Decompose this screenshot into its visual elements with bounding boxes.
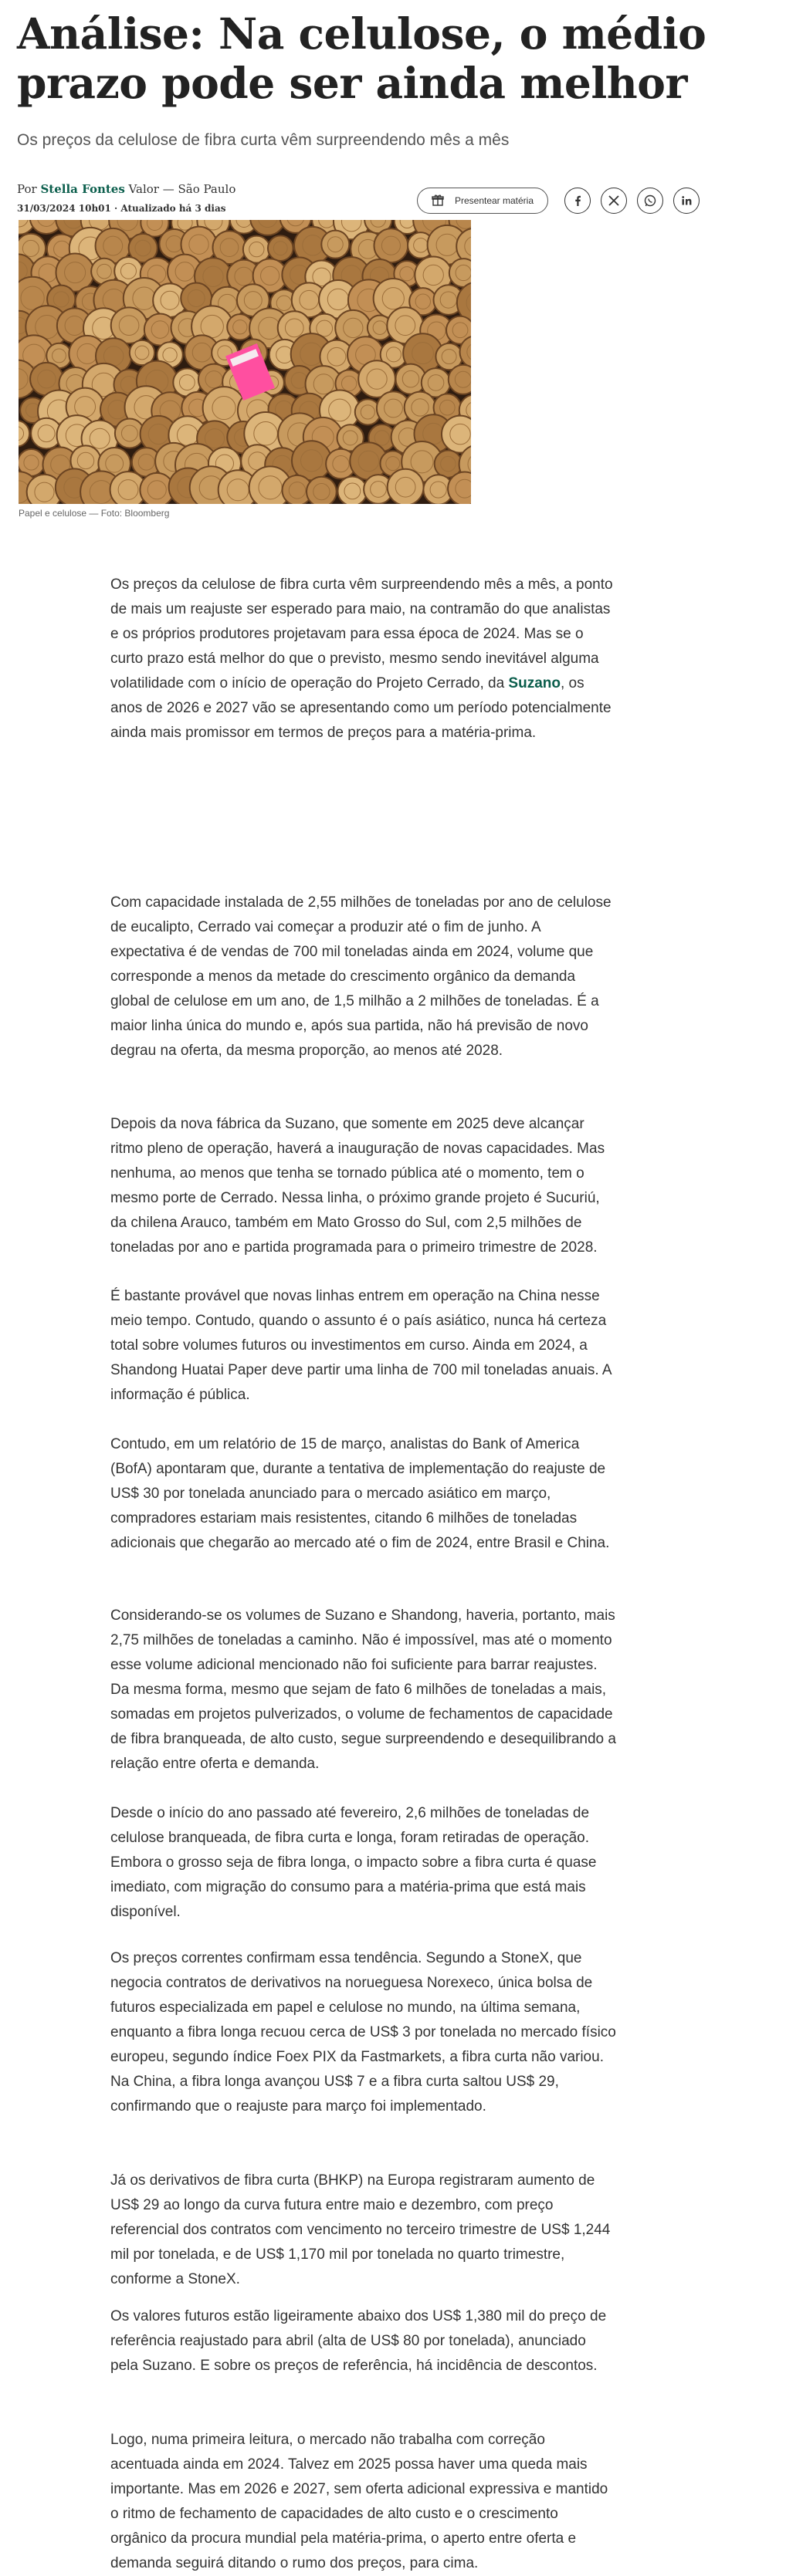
article-paragraph: Com capacidade instalada de 2,55 milhões de toneladas por ano de celulose de eucalipto, Cerrado vai começar a produzir até o fim de junho. A expectativa é de vendas de 700 mil toneladas ainda em 2024, volume que corresponde a menos da metade do crescimento orgânico da demanda global de celulose em um ano, de 1,5 milhão a 2 milhões de toneladas. É a maior linha única do mundo e, após sua partida, não há previsão de novo degrau na oferta, da mesma proporção, ao menos até 2028. bbox=[110, 894, 612, 1059]
article-paragraph bbox=[110, 573, 616, 745]
article-photo bbox=[19, 220, 471, 504]
suzano-link[interactable]: Suzano bbox=[508, 675, 561, 691]
article-paragraph: Os preços correntes confirmam essa tendência. Segundo a StoneX, que negocia contratos de derivativos na norueguesa Norexeco, única bolsa de futuros especializada em papel e celulose no mundo, na última semana, enquanto a fibra longa recuou cerca de US$ 3 por tonelada no mercado físico europeu, segundo índice Foex PIX da Fastmarkets, a fibra curta não variou. Na China, a fibra longa avançou US$ 7 e a fibra curta saltou US$ 29, confirmando que o reajuste para março foi implementado. bbox=[110, 1950, 616, 2115]
linkedin-icon[interactable] bbox=[673, 188, 700, 214]
dateline: 31/03/2024 10h01 · Atualizado há 3 dias bbox=[17, 203, 226, 214]
gift-icon bbox=[432, 194, 444, 208]
article-paragraph: Desde o início do ano passado até fevereiro, 2,6 milhões de toneladas de celulose branqueada, de fibra curta e longa, foram retiradas de operação. Embora o grosso seja de fibra longa, o impacto sobre a fibra curta é quase imediato, com migração do consumo para a matéria-prima que está mais disponível. bbox=[110, 1805, 597, 1920]
author-link[interactable]: Stella Fontes bbox=[40, 182, 125, 196]
x-icon[interactable] bbox=[601, 188, 627, 214]
byline-suffix: Valor — São Paulo bbox=[124, 182, 236, 196]
paragraph-text: , os anos de 2026 e 2027 vão se apresentando como um período potencialmente ainda mais promissor em termos de preços para a matéria-prima. bbox=[110, 675, 612, 741]
article-paragraph: Já os derivativos de fibra curta (BHKP) na Europa registraram aumento de US$ 29 ao longo da curva futura entre maio e dezembro, com preço referencial dos contratos com vencimento no terceiro trimestre de US$ 1,244 mil por tonelada, e de US$ 1,170 mil por tonelada no quarto trimestre, conforme a StoneX. bbox=[110, 2172, 611, 2287]
headline: Análise: Na celulose, o médio prazo pode ser ainda melhor bbox=[17, 8, 706, 108]
byline bbox=[17, 182, 235, 196]
article-paragraph: Os valores futuros estão ligeiramente abaixo dos US$ 1,380 mil do preço de referência reajustado para abril (alta de US$ 80 por tonelada), anunciado pela Suzano. E sobre os preços de referência, há incidência de descontos. bbox=[110, 2308, 607, 2374]
article-paragraph: Considerando-se os volumes de Suzano e Shandong, haveria, portanto, mais 2,75 milhões de toneladas a caminho. Não é impossível, mas até o momento esse volume adicional mencionado não foi suficiente para barrar reajustes. Da mesma forma, mesmo que sejam de fato 6 milhões de toneladas a mais, somadas em projetos pulverizados, o volume de fechamentos de capacidade de fibra branqueada, de alto custo, segue surpreendendo e desequilibrando a relação entre oferta e demanda. bbox=[110, 1607, 616, 1772]
whatsapp-icon[interactable] bbox=[637, 188, 663, 214]
gift-label: Presentear matéria bbox=[454, 195, 534, 206]
article-paragraph: É bastante provável que novas linhas entrem em operação na China nesse meio tempo. Contudo, quando o assunto é o país asiático, nunca há certeza total sobre volumes futuros ou investimentos em curso. Ainda em 2024, a Shandong Huatai Paper deve partir uma linha de 700 mil toneladas anuais. A informação é pública. bbox=[110, 1288, 612, 1403]
paragraph-text: Os preços da celulose de fibra curta vêm surpreendendo mês a mês, a ponto de mais um reajuste ser esperado para maio, na contramão do que analistas e os próprios produtores projetavam para essa época de 2024. Mas se o curto prazo está melhor do que o previsto, mesmo sendo inevitável alguma volatilidade com o início de operação do Projeto Cerrado, da bbox=[110, 576, 613, 691]
gift-article-button[interactable] bbox=[417, 188, 548, 214]
article-paragraph: Depois da nova fábrica da Suzano, que somente em 2025 deve alcançar ritmo pleno de operação, haverá a inauguração de novas capacidades. Mas nenhuma, ao menos que tenha se tornado pública até o momento, tem o mesmo porte de Cerrado. Nessa linha, o próximo grande projeto é Sucuriú, da chilena Arauco, também em Mato Grosso do Sul, com 2,5 milhões de toneladas por ano e partida programada para o primeiro trimestre de 2028. bbox=[110, 1116, 605, 1256]
subheadline: Os preços da celulose de fibra curta vêm surpreendendo mês a mês bbox=[17, 131, 510, 149]
photo-caption: Papel e celulose — Foto: Bloomberg bbox=[19, 508, 170, 519]
stacked-logs-image bbox=[19, 220, 471, 504]
article-paragraph: Logo, numa primeira leitura, o mercado não trabalha com correção acentuada ainda em 2024. Talvez em 2025 possa haver uma queda mais importante. Mas em 2026 e 2027, sem oferta adicional expressiva e mantido o ritmo de fechamento de capacidades de alto custo e o crescimento orgânico da procura mundial pela matéria-prima, o aperto entre oferta e demanda seguirá ditando o rumo dos preços, para cima. bbox=[110, 2432, 608, 2571]
facebook-icon[interactable] bbox=[564, 188, 591, 214]
byline-prefix: Por bbox=[17, 182, 41, 196]
article-paragraph: Contudo, em um relatório de 15 de março, analistas do Bank of America (BofA) apontaram que, durante a tentativa de implementação do reajuste de US$ 30 por tonelada anunciado para o mercado asiático em março, compradores estariam mais resistentes, citando 6 milhões de toneladas adicionais que chegarão ao mercado até o fim de 2024, entre Brasil e China. bbox=[110, 1436, 610, 1551]
